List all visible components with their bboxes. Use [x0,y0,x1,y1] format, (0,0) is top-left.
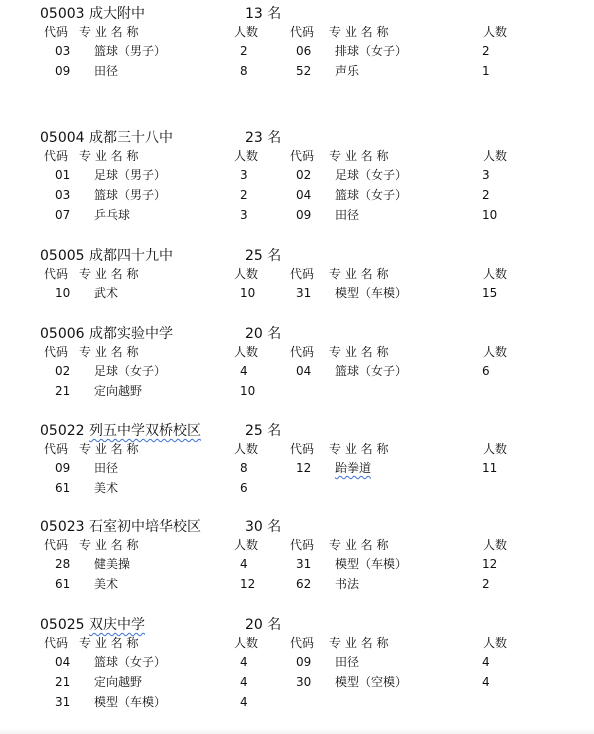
major-list [0,557,594,597]
school-name: 列五中学双桥校区 [89,423,201,439]
column-header-count: 人数 [234,267,259,281]
school-quota: 25 名 [245,248,282,264]
major-count: 2 [482,577,490,591]
major-count: 4 [482,655,490,669]
column-header-code: 代码 [290,538,315,552]
school-code: 05022 [40,423,85,439]
major-name: 篮球（男子） [94,188,167,202]
major-name: 模型（车模） [335,557,408,571]
table-row [0,695,594,715]
school-name: 成大附中 [89,6,145,22]
major-code: 61 [55,577,71,591]
column-header-count: 人数 [483,538,508,552]
table-row [0,168,594,188]
major-code: 31 [296,286,312,300]
table-row [0,675,594,695]
column-header-code: 代码 [290,25,315,39]
column-header-major: 专 业 名 称 [329,442,389,456]
major-count: 6 [482,364,490,378]
school-quota: 23 名 [245,130,282,146]
major-name: 篮球（女子） [335,188,408,202]
major-name: 足球（女子） [94,364,167,378]
major-count: 6 [240,481,248,495]
column-header-code: 代码 [290,267,315,281]
column-header-code: 代码 [44,538,69,552]
major-name: 乒乓球 [94,208,131,222]
major-name: 模型（车模） [94,695,167,709]
major-code: 21 [55,675,71,689]
table-row [0,481,594,501]
school-name: 双庆中学 [89,617,145,633]
column-header-count: 人数 [234,149,259,163]
table-row [0,364,594,384]
column-headers [0,25,594,40]
column-header-count: 人数 [234,538,259,552]
school-name: 成都三十八中 [89,130,173,146]
school-header [40,6,145,22]
major-count: 10 [240,286,256,300]
major-count: 11 [482,461,498,475]
table-row [0,286,594,306]
major-code: 04 [55,655,71,669]
school-header [40,326,173,342]
column-header-count: 人数 [483,25,508,39]
major-name: 声乐 [335,64,360,78]
column-header-code: 代码 [290,149,315,163]
major-name: 模型（车模） [335,286,408,300]
column-header-count: 人数 [483,442,508,456]
school-header [40,519,201,535]
school-name: 成都实验中学 [89,326,173,342]
major-list [0,168,594,228]
column-header-count: 人数 [234,345,259,359]
major-code: 09 [296,655,312,669]
school-name: 成都四十九中 [89,248,173,264]
column-header-count: 人数 [483,636,508,650]
major-count: 4 [482,675,490,689]
major-code: 09 [55,461,71,475]
major-count: 3 [482,168,490,182]
major-name: 足球（男子） [94,168,167,182]
school-header [40,130,173,146]
major-name: 篮球（女子） [94,655,167,669]
major-name: 美术 [94,577,119,591]
major-code: 02 [55,364,71,378]
major-code: 09 [55,64,71,78]
major-code: 04 [296,188,312,202]
column-header-major: 专 业 名 称 [329,267,389,281]
school-code: 05003 [40,6,85,22]
column-header-count: 人数 [234,442,259,456]
major-count: 2 [240,188,248,202]
column-headers [0,636,594,651]
school-code: 05004 [40,130,85,146]
major-code: 30 [296,675,312,689]
major-name: 定向越野 [94,384,143,398]
major-code: 03 [55,188,71,202]
column-header-major: 专 业 名 称 [79,267,139,281]
column-header-major: 专 业 名 称 [329,538,389,552]
column-headers [0,442,594,457]
school-code: 05025 [40,617,85,633]
major-name: 健美操 [94,557,131,571]
major-name: 定向越野 [94,675,143,689]
major-name: 篮球（女子） [335,364,408,378]
table-row [0,384,594,404]
major-count: 12 [240,577,256,591]
major-code: 12 [296,461,312,475]
major-name: 田径 [94,64,119,78]
column-header-code: 代码 [290,345,315,359]
school-quota: 20 名 [245,326,282,342]
school-header [40,248,173,264]
major-count: 10 [240,384,256,398]
major-count: 4 [240,675,248,689]
major-code: 61 [55,481,71,495]
major-count: 10 [482,208,498,222]
column-headers [0,345,594,360]
school-code: 05006 [40,326,85,342]
major-code: 07 [55,208,71,222]
school-code: 05023 [40,519,85,535]
major-code: 28 [55,557,71,571]
school-quota: 25 名 [245,423,282,439]
major-count: 3 [240,168,248,182]
major-name: 田径 [335,655,360,669]
major-code: 62 [296,577,312,591]
page-bottom-edge [0,728,594,734]
major-code: 52 [296,64,312,78]
table-row [0,208,594,228]
column-header-count: 人数 [234,636,259,650]
column-header-code: 代码 [44,267,69,281]
school-header [40,423,201,439]
major-count: 4 [240,364,248,378]
column-header-major: 专 业 名 称 [329,25,389,39]
major-count: 4 [240,695,248,709]
major-code: 21 [55,384,71,398]
school-quota: 20 名 [245,617,282,633]
major-code: 01 [55,168,71,182]
major-name: 模型（空模） [335,675,408,689]
major-code: 31 [55,695,71,709]
major-count: 4 [240,557,248,571]
major-count: 2 [240,44,248,58]
major-code: 02 [296,168,312,182]
major-count: 12 [482,557,498,571]
column-header-major: 专 业 名 称 [329,345,389,359]
school-name: 石室初中培华校区 [89,519,201,535]
major-list [0,461,594,501]
school-code: 05005 [40,248,85,264]
major-name: 足球（女子） [335,168,408,182]
major-name: 篮球（男子） [94,44,167,58]
column-header-major: 专 业 名 称 [79,25,139,39]
major-name: 美术 [94,481,119,495]
column-header-major: 专 业 名 称 [329,636,389,650]
column-headers [0,267,594,282]
major-count: 1 [482,64,490,78]
major-count: 2 [482,44,490,58]
school-quota: 13 名 [245,6,282,22]
major-count: 15 [482,286,498,300]
major-list [0,655,594,715]
major-count: 3 [240,208,248,222]
column-header-code: 代码 [44,636,69,650]
major-name: 武术 [94,286,119,300]
major-list [0,286,594,306]
major-count: 4 [240,655,248,669]
column-header-code: 代码 [44,345,69,359]
major-count: 2 [482,188,490,202]
table-row [0,188,594,208]
column-header-major: 专 业 名 称 [79,538,139,552]
major-name: 书法 [335,577,360,591]
table-row [0,64,594,84]
major-code: 03 [55,44,71,58]
table-row [0,44,594,64]
column-header-code: 代码 [290,636,315,650]
column-header-count: 人数 [483,345,508,359]
major-list [0,364,594,404]
major-count: 8 [240,461,248,475]
major-code: 06 [296,44,312,58]
column-headers [0,538,594,553]
table-row [0,577,594,597]
column-header-major: 专 业 名 称 [79,149,139,163]
table-row [0,655,594,675]
major-code: 09 [296,208,312,222]
column-header-count: 人数 [234,25,259,39]
major-name: 田径 [94,461,119,475]
column-header-count: 人数 [483,149,508,163]
column-header-code: 代码 [44,442,69,456]
column-header-major: 专 业 名 称 [79,442,139,456]
major-count: 8 [240,64,248,78]
column-header-code: 代码 [290,442,315,456]
column-header-count: 人数 [483,267,508,281]
column-header-major: 专 业 名 称 [329,149,389,163]
major-list [0,44,594,84]
column-header-code: 代码 [44,149,69,163]
major-name: 田径 [335,208,360,222]
school-quota: 30 名 [245,519,282,535]
major-name: 排球（女子） [335,44,408,58]
column-header-major: 专 业 名 称 [79,636,139,650]
column-header-major: 专 业 名 称 [79,345,139,359]
school-header [40,617,145,633]
column-header-code: 代码 [44,25,69,39]
major-code: 04 [296,364,312,378]
table-row [0,461,594,481]
table-row [0,557,594,577]
major-code: 31 [296,557,312,571]
column-headers [0,149,594,164]
major-name: 跆拳道 [335,461,372,475]
major-code: 10 [55,286,71,300]
